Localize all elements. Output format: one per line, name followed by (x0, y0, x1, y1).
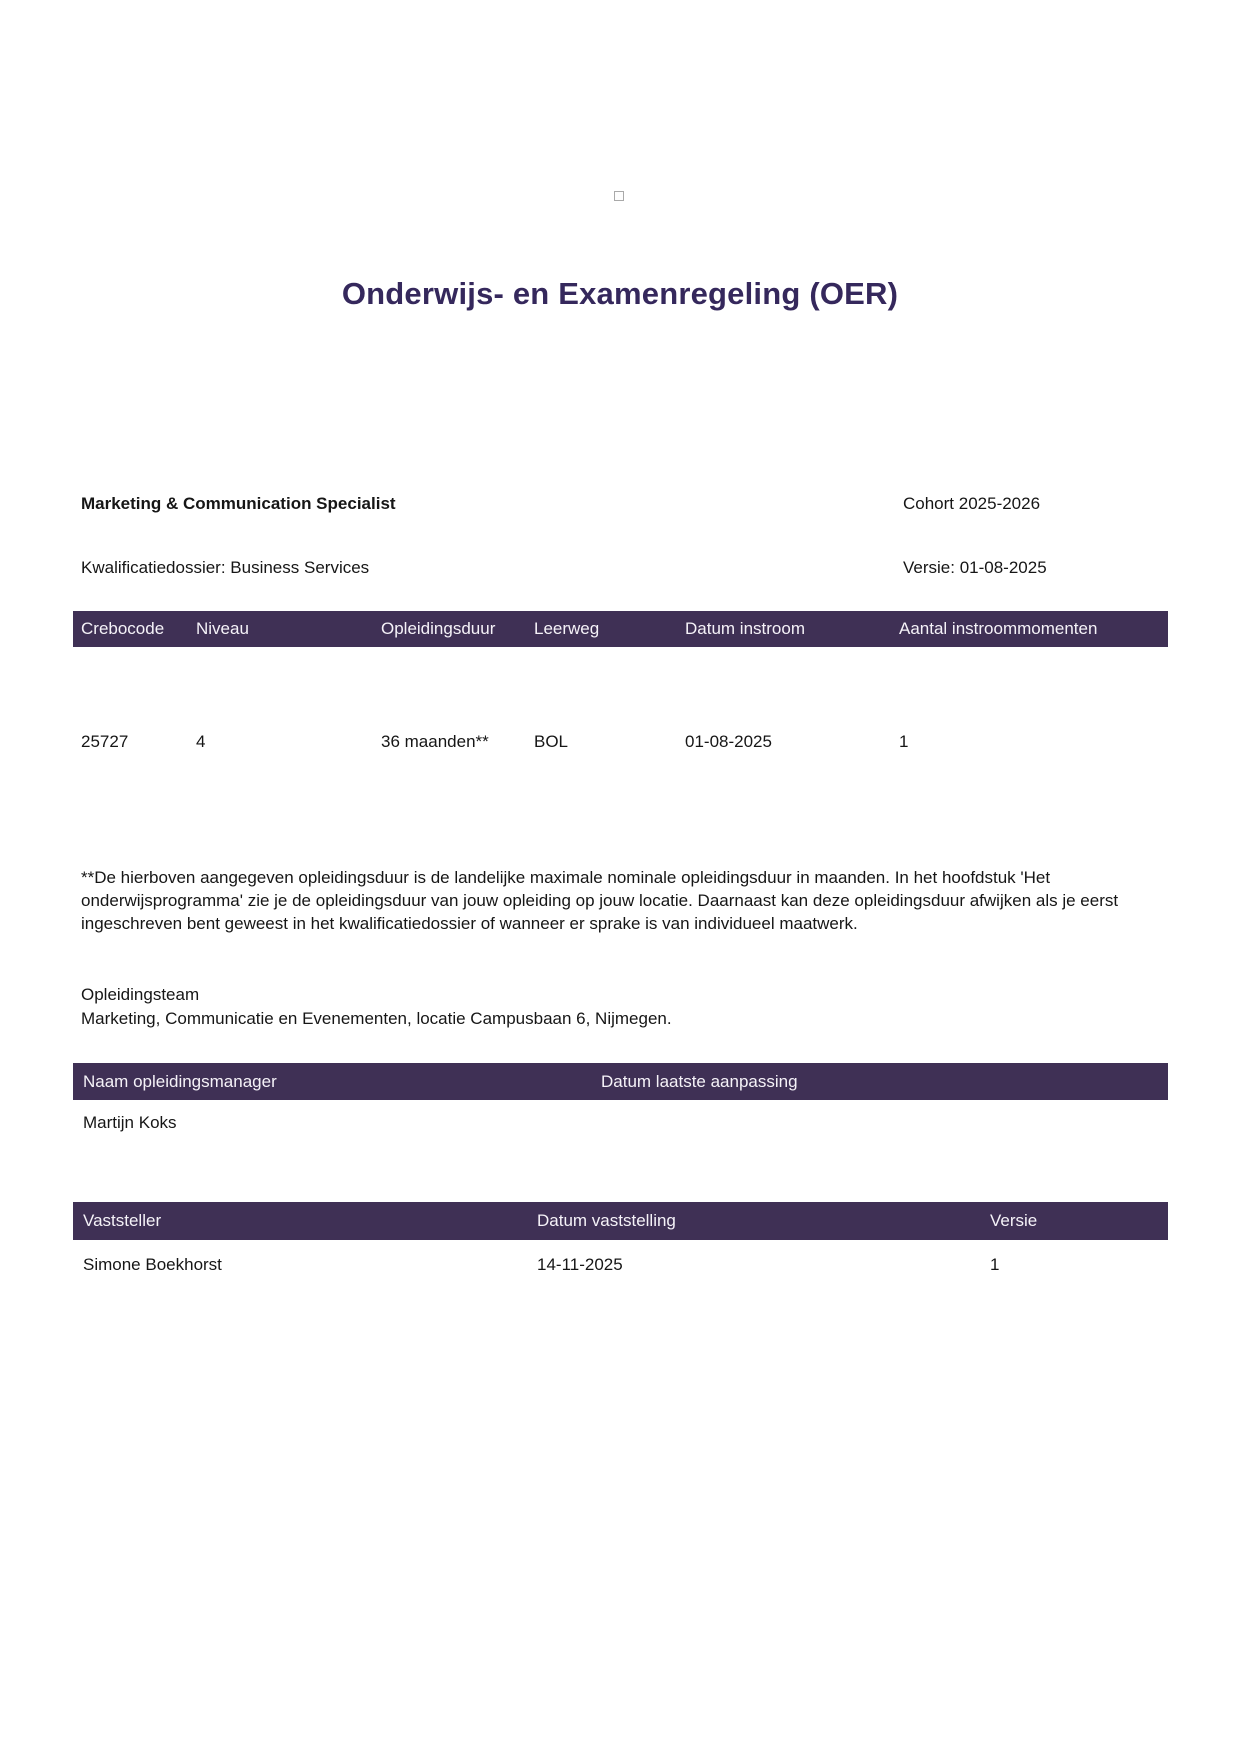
cell-opleidingsduur: 36 maanden** (381, 732, 489, 751)
header-cell-vaststeller: Vaststeller (83, 1211, 162, 1230)
vaststelling-table-data-row (73, 1253, 1168, 1277)
header-cell-crebocode: Crebocode (81, 619, 165, 638)
header-cell-aantal-instroommomenten: Aantal instroommomenten (899, 619, 1098, 638)
header-cell-opleidingsduur: Opleidingsduur (381, 619, 496, 638)
header-cell-niveau: Niveau (196, 619, 249, 638)
cell-vaststeller: Simone Boekhorst (83, 1255, 222, 1274)
opleiding-table-data-row (73, 730, 1168, 754)
manager-table-data-row (73, 1111, 1168, 1135)
cell-niveau: 4 (196, 732, 206, 751)
header-cell-datum-instroom: Datum instroom (685, 619, 805, 638)
program-meta-row (81, 492, 1171, 516)
cell-crebocode: 25727 (81, 732, 129, 751)
program-versie: Versie: 01-08-2025 (903, 558, 1047, 577)
program-cohort: Cohort 2025-2026 (903, 494, 1041, 513)
page-title: Onderwijs- en Examenregeling (OER) (341, 275, 899, 311)
program-dossier: Kwalificatiedossier: Business Services (81, 558, 370, 577)
header-cell-versie: Versie (990, 1211, 1038, 1230)
cell-datum-vaststelling: 14-11-2025 (537, 1255, 623, 1274)
header-cell-leerweg: Leerweg (534, 619, 600, 638)
manager-table-header-row (73, 1063, 1168, 1100)
cell-leerweg: BOL (534, 732, 569, 751)
program-name: Marketing & Communication Specialist (81, 494, 396, 513)
header-cell-naam-opleidingsmanager: Naam opleidingsmanager (83, 1072, 277, 1091)
opleiding-table-header-row (73, 611, 1168, 647)
cell-naam-opleidingsmanager: Martijn Koks (83, 1113, 177, 1132)
vaststelling-table-header-row (73, 1202, 1168, 1240)
opleidingsteam-block (81, 983, 1143, 1031)
header-cell-datum-vaststelling: Datum vaststelling (537, 1211, 676, 1230)
missing-image-placeholder-icon (614, 191, 624, 201)
opleidingsteam-description: Marketing, Communicatie en Evenementen, locatie Campusbaan 6, Nijmegen. (81, 1009, 672, 1028)
cell-datum-instroom: 01-08-2025 (685, 732, 772, 751)
cell-versie: 1 (990, 1255, 1000, 1274)
header-cell-datum-laatste-aanpassing: Datum laatste aanpassing (601, 1072, 798, 1091)
cell-aantal-instroommomenten: 1 (899, 732, 909, 751)
dossier-meta-row (81, 556, 1171, 580)
opleidingsduur-note: **De hierboven aangegeven opleidingsduur is de landelijke maximale nominale opleidingsduur in maanden. In het hoofdstuk 'Het onderwijsprogramma' zie je de opleidingsduur van jouw opleiding op jouw locatie. Daarnaast kan deze opleidingsduur afwijken als je eerst ingeschreven bent geweest in het kwalificatiedossier of wanneer er sprake is van individueel maatwerk. (81, 868, 1119, 933)
opleidingsteam-label: Opleidingsteam (81, 985, 200, 1004)
